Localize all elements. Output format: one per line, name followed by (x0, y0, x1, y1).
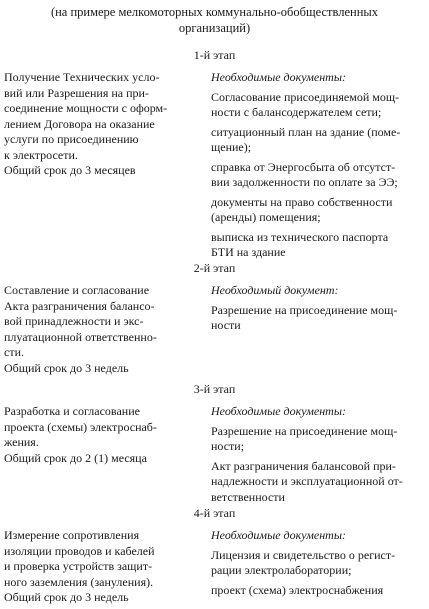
doc-line: проект (схема) электроснабжения (211, 582, 384, 597)
stage-3-desc-line: проекта (схемы) электроснаб- (4, 419, 157, 434)
doc-line: ности с балансодержателем сети; (211, 105, 382, 119)
header-line-2: организаций) (178, 21, 251, 35)
doc-line: ности (211, 318, 241, 332)
doc-line: выписка из технического паспорта (211, 229, 389, 244)
stage-3-docs-heading: Необходимые документы: (211, 404, 346, 418)
doc-line: щение); (211, 140, 252, 154)
stage-3-term: Общий срок до 2 (1) месяца (4, 450, 147, 465)
doc-line: надлежности и эксплуатационной от- (211, 474, 403, 488)
doc-line: документы на право собственности (211, 194, 393, 209)
stage-4-term: Общий срок до 3 недель (4, 590, 129, 604)
stage-1-desc-line: лением Договора на оказание (4, 116, 155, 131)
stage-3-description (4, 404, 194, 466)
stage-1-label: 1-й этап (193, 48, 236, 62)
stage-1-desc-line: вий или Разрешения на при- (4, 85, 149, 100)
stage-2-documents (211, 283, 425, 334)
doc-line: Лицензия и свидетельство о регист- (211, 547, 396, 562)
stage-1-doc-item (211, 230, 425, 261)
stage-2-term: Общий срок до 3 недель (4, 360, 129, 375)
stage-2-desc-line: сти. (4, 345, 24, 359)
doc-line: ситуационный план на здание (поме- (211, 124, 401, 139)
stage-3-label: 3-й этап (193, 382, 236, 396)
doc-line: Согласование присоединяемой мощ- (211, 89, 400, 104)
doc-line: Разрешение на присоединение мощ- (211, 423, 398, 438)
stage-1-term: Общий срок до 3 месяцев (4, 163, 136, 177)
doc-line: рации электролаборатории; (211, 563, 352, 577)
stage-2-description (4, 283, 194, 376)
stage-1-doc-item (211, 125, 425, 156)
doc-line: БТИ на здание (211, 245, 286, 259)
stage-1-desc-line: к электросети. (4, 147, 78, 162)
doc-line: Разрешение на присоединение мощ- (211, 302, 398, 317)
stage-4-desc-line: ного заземления (зануления). (4, 574, 154, 589)
stage-2-docs-heading: Необходимый документ: (211, 283, 339, 297)
stage-1-doc-item (211, 195, 425, 226)
stage-3-desc-line: Разработка и согласование (4, 404, 140, 418)
doc-line: ветственности (211, 489, 285, 504)
stage-4-doc-item (211, 548, 425, 579)
stage-2-desc-line: плуатационной ответственно- (4, 329, 157, 344)
stage-1-desc-line: Получение Технических усло- (4, 70, 160, 84)
stage-3-documents (211, 404, 425, 505)
stage-1-doc-item (211, 160, 425, 191)
stage-4-desc-line: Измерение сопротивления (4, 528, 140, 542)
stage-2-doc-item (211, 303, 425, 334)
stage-4-docs-heading: Необходимые документы: (211, 528, 346, 542)
stage-3-doc-item (211, 424, 425, 455)
stage-2-desc-line: Акта разграничения балансо- (4, 298, 155, 313)
stage-4-desc-line: и проверка устройств защит- (4, 559, 153, 573)
stage-4-label: 4-й этап (193, 506, 236, 520)
stage-2-desc-line: Составление и согласование (4, 283, 150, 297)
document-header (0, 4, 429, 36)
stage-1-desc-line: соединение мощности с оформ- (4, 101, 168, 115)
doc-line: вии задолженности по оплате за ЭЭ; (211, 175, 398, 189)
stage-2-desc-line: вой принадлежности и экс- (4, 314, 144, 328)
stage-3-desc-line: жения. (4, 435, 39, 449)
stage-4-description (4, 528, 194, 606)
stage-1-docs-heading: Необходимые документы: (211, 70, 346, 84)
stage-1-desc-line: услуги по присоединению (4, 132, 139, 146)
header-line-1: (на примере мелкомоторных коммунально-обобществленных (50, 5, 379, 19)
doc-line: (аренды) помещения; (211, 210, 321, 224)
stage-4-doc-item (211, 583, 425, 599)
stage-1-doc-item (211, 90, 425, 121)
stage-1-description (4, 70, 194, 179)
stage-3-doc-item (211, 459, 425, 506)
doc-line: ности; (211, 439, 245, 453)
stage-2-label: 2-й этап (193, 261, 236, 275)
stage-1-documents (211, 70, 425, 261)
doc-line: справка от Энергосбыта об отсутст- (211, 159, 396, 174)
doc-line: Акт разграничения балансовой при- (211, 458, 396, 473)
stage-4-documents (211, 528, 425, 598)
stage-4-desc-line: изоляции проводов и кабелей (4, 543, 155, 558)
